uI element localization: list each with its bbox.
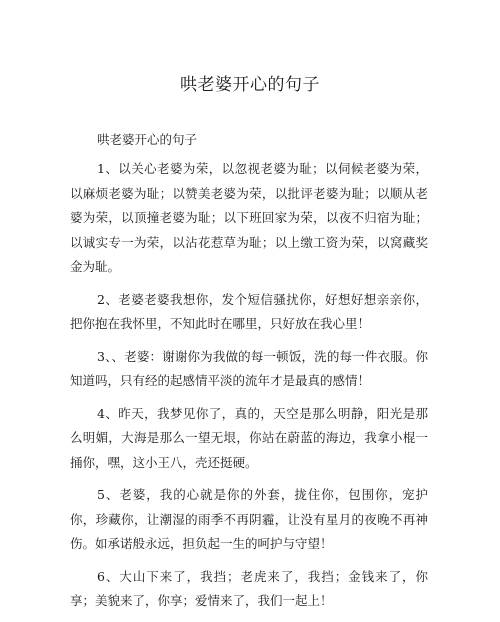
document-body xyxy=(70,157,428,622)
paragraph-1: 1、以关心老婆为荣，以忽视老婆为耻；以伺候老婆为荣，以麻烦老婆为耻；以赞美老婆为荣，以批评老婆为耻；以顺从老婆为荣，以顶撞老婆为耻；以下班回家为荣，以夜不归宿为耻；以诚实专一为荣，以沾花惹草为耻；以上缴工资为荣，以窝藏奖金为耻。 xyxy=(70,161,428,274)
paragraph-5: 5、老婆，我的心就是你的外套，拢住你，包围你，宠护你，珍藏你，让潮湿的雨季不再阴霾，让没有星月的夜晚不再神伤。如承诺般永远，担负起一生的呵护与守望！ xyxy=(70,487,428,551)
paragraph-3: 3、、老婆：谢谢你为我做的每一顿饭，洗的每一件衣服。你知道吗，只有经的起感情平淡的流年才是最真的感情！ xyxy=(70,348,428,388)
document-subtitle: 哄老婆开心的句子 xyxy=(97,132,198,147)
document-title: 哄老婆开心的句子 xyxy=(180,75,320,95)
paragraph-2: 2、老婆老婆我想你，发个短信骚扰你，好想好想亲亲你，把你抱在我怀里，不知此时在哪里，只好放在我心里！ xyxy=(70,291,428,331)
paragraph-4: 4、昨天，我梦见你了，真的，天空是那么明静，阳光是那么明媚，大海是那么一望无垠，你站在蔚蓝的海边，我拿小棍一捅你，嘿，这小王八，壳还挺硬。 xyxy=(70,405,428,470)
paragraph-6: 6、大山下来了，我挡；老虎来了，我挡；金钱来了，你享；美貌来了，你享；爱情来了，我们一起上！ xyxy=(70,568,428,608)
